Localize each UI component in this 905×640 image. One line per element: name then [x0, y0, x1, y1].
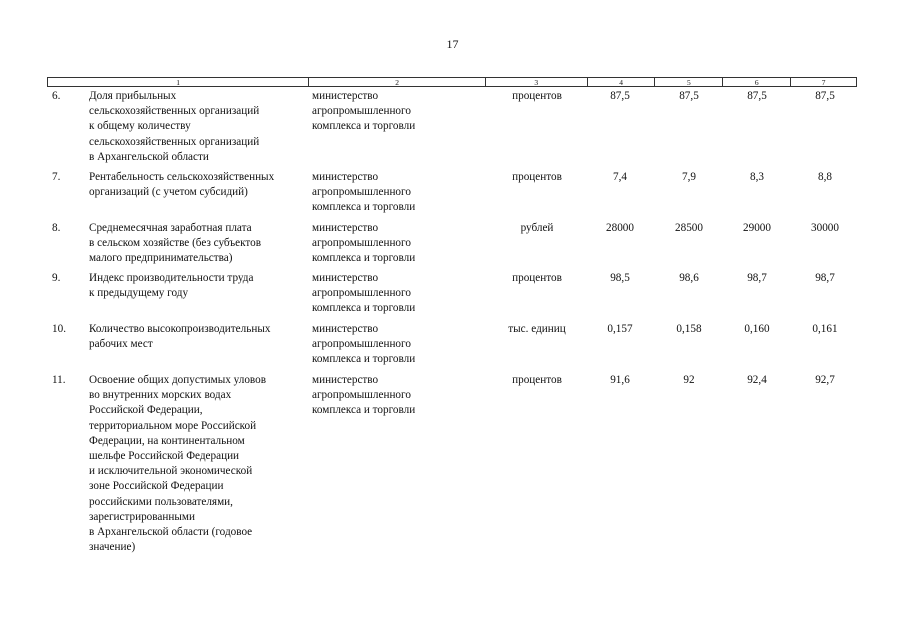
header-col-7: 7 — [821, 78, 826, 87]
responsible-ministry: министерство агропромышленного комплекса и торговли — [312, 222, 416, 265]
unit-of-measure: рублей — [520, 222, 554, 234]
unit-of-measure: процентов — [512, 374, 562, 386]
unit-of-measure: тыс. единиц — [508, 323, 566, 335]
row-number: 11. — [52, 374, 66, 386]
indicator-name: Рентабельность сельскохозяйственных организаций (с учетом субсидий) — [89, 171, 275, 199]
indicator-name: Индекс производительности труда к предыдущему году — [89, 272, 254, 300]
value-col-6: 0,160 — [744, 323, 770, 335]
responsible-ministry: министерство агропромышленного комплекса и торговли — [312, 171, 416, 214]
value-col-7: 87,5 — [815, 90, 835, 102]
value-col-5: 7,9 — [682, 171, 696, 183]
value-col-7: 0,161 — [812, 323, 838, 335]
row-number: 6. — [52, 90, 61, 102]
value-col-5: 92 — [683, 374, 695, 386]
page-number: 17 — [446, 37, 459, 51]
unit-of-measure: процентов — [512, 272, 562, 284]
row-number: 8. — [52, 222, 61, 234]
header-col-2: 2 — [309, 78, 486, 86]
value-col-4: 98,5 — [610, 272, 630, 284]
value-col-7: 98,7 — [815, 272, 835, 284]
responsible-ministry: министерство агропромышленного комплекса и торговли — [312, 90, 416, 133]
value-col-5: 28500 — [675, 222, 703, 234]
row-number: 7. — [52, 171, 61, 183]
unit-of-measure: процентов — [512, 90, 562, 102]
responsible-ministry: министерство агропромышленного комплекса и торговли — [312, 374, 416, 417]
value-col-7: 8,8 — [818, 171, 832, 183]
value-col-4: 87,5 — [610, 90, 630, 102]
value-col-7: 92,7 — [815, 374, 835, 386]
value-col-5: 87,5 — [679, 90, 699, 102]
value-col-4: 91,6 — [610, 374, 630, 386]
table-header — [47, 77, 857, 87]
header-col-4: 4 — [588, 78, 656, 86]
value-col-6: 29000 — [743, 222, 771, 234]
header-col-6: 6 — [723, 78, 791, 86]
value-col-7: 30000 — [811, 222, 839, 234]
value-col-6: 92,4 — [747, 374, 767, 386]
responsible-ministry: министерство агропромышленного комплекса и торговли — [312, 323, 416, 366]
unit-of-measure: процентов — [512, 171, 562, 183]
value-col-5: 98,6 — [679, 272, 699, 284]
header-col-5: 5 — [655, 78, 723, 86]
value-col-4: 28000 — [606, 222, 634, 234]
value-col-5: 0,158 — [676, 323, 702, 335]
header-col-3: 3 — [486, 78, 588, 86]
value-col-4: 7,4 — [613, 171, 627, 183]
row-number: 9. — [52, 272, 61, 284]
indicator-name: Доля прибыльных сельскохозяйственных организаций к общему количеству сельскохозяйственных организаций в Архангельской области — [89, 90, 260, 163]
indicator-name: Среднемесячная заработная плата в сельском хозяйстве (без субъектов малого предпринимательства) — [89, 222, 261, 265]
indicator-name: Количество высокопроизводительных рабочих мест — [89, 323, 271, 351]
indicator-name: Освоение общих допустимых уловов во внутренних морских водах Российской Федерации, территориальном море Российской Федерации, на континентальном шельфе Российской Федерации и исключительной экономической зоне Российской Федерации российскими пользователями, зарегистрированными в Архангельской области (годовое значение) — [89, 374, 267, 554]
value-col-6: 87,5 — [747, 90, 767, 102]
value-col-4: 0,157 — [607, 323, 633, 335]
header-col-1: 1 — [48, 78, 309, 86]
value-col-6: 8,3 — [750, 171, 764, 183]
value-col-6: 98,7 — [747, 272, 767, 284]
responsible-ministry: министерство агропромышленного комплекса и торговли — [312, 272, 416, 315]
row-number: 10. — [52, 323, 66, 335]
